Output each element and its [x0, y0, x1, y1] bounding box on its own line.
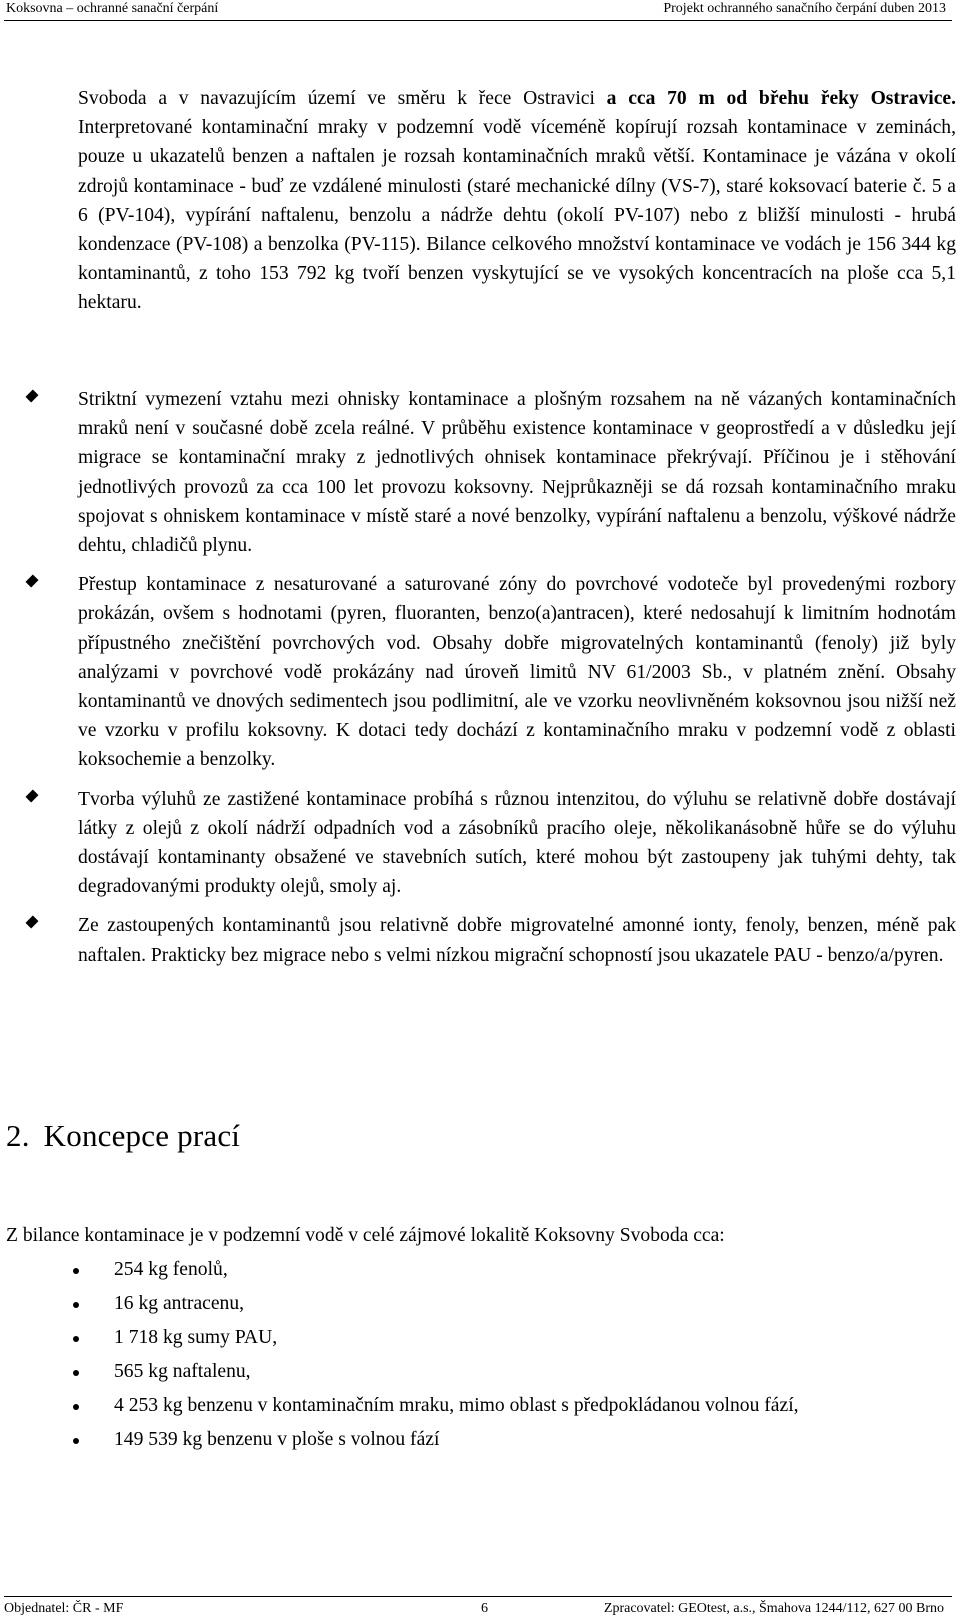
section-intro: Z bilance kontaminace je v podzemní vodě v celé zájmové lokalitě Koksovny Svoboda cca: [6, 1225, 725, 1246]
bullet-item [0, 911, 960, 969]
dot-bullet-icon [73, 1370, 79, 1376]
bullet-text: Ze zastoupených kontaminantů jsou relativně dobře migrovatelné amonné ionty, fenoly, benzen, méně pak naftalen. Prakticky bez migrace nebo s velmi nízkou migrační schopností jsou ukazatele PAU - benzo/a/pyren. [78, 915, 956, 966]
header-left-text: Koksovna – ochranné sanační čerpání [6, 1, 219, 16]
dot-bullet-icon [73, 1268, 79, 1274]
page-number: 6 [481, 1601, 488, 1616]
list-item [0, 1426, 960, 1454]
list-item [0, 1358, 960, 1386]
page-footer [0, 1596, 960, 1620]
bullet-item [0, 570, 960, 774]
footer-client: Objednatel: ČR - MF [4, 1601, 124, 1616]
bullet-text: Přestup kontaminace z nesaturované a saturované zóny do povrchové vodoteče byl provedenými rozbory prokázán, ovšem s hodnotami (pyren, fluoranten, benzo(a)antracen), které nedosahují k limitním hodnotám přípustného znečištění povrchových vod. Obsahy dobře migrovatelných kontaminantů (fenoly) již byly analýzami v povrchové vodě prokázány nad úroveň limitů NV 61/2003 Sb., v platném znění. Obsahy kontaminantů ve dnových sedimentech jsou podlimitní, ale ve vzorku neovlivněném koksovnou jsou nižší než ve vzorku v profilu koksovny. K dotaci tedy dochází z kontaminačního mraku v podzemní vodě z oblasti koksochemie a benzolky. [78, 574, 956, 771]
list-item [0, 1392, 960, 1420]
dot-bullet-icon [73, 1438, 79, 1444]
diamond-bullet-icon [25, 389, 38, 402]
footer-contractor: Zpracovatel: GEOtest, a.s., Šmahova 1244/112, 627 00 Brno [603, 1601, 944, 1616]
contaminant-list [0, 1256, 960, 1460]
list-item [0, 1290, 960, 1318]
list-item-text: 254 kg fenolů, [114, 1259, 228, 1280]
bullet-item [0, 385, 960, 560]
list-item-text: 565 kg naftalenu, [114, 1361, 251, 1382]
bullet-text: Tvorba výluhů ze zastižené kontaminace probíhá s různou intenzitou, do výluhu se relativně dobře dostávají látky z olejů z okolí nádrží odpadních vod a zásobníků pracího oleje, několikanásobně hůře se do výluhu dostávají kontaminanty obsažené ve stavebních sutích, které mohou být zastoupeny jak tuhými dehty, tak degradovanými produkty olejů, smoly aj. [78, 788, 956, 898]
diamond-bullet-icon [25, 916, 38, 929]
list-item [0, 1256, 960, 1284]
intro-paragraph [78, 84, 956, 318]
footer-rule [4, 1596, 952, 1597]
section-heading [6, 1118, 240, 1154]
list-item-text: 4 253 kg benzenu v kontaminačním mraku, mimo oblast s předpokládanou volnou fází, [114, 1395, 799, 1416]
list-item [0, 1324, 960, 1352]
intro-text-1: Svoboda a v navazujícím území ve směru k řece Ostravici [78, 88, 607, 109]
bullet-list [0, 385, 960, 980]
intro-block [78, 84, 956, 318]
bullet-text: Striktní vymezení vztahu mezi ohnisky kontaminace a plošným rozsahem na ně vázaných kontaminačních mraků není v současné době zcela reálné. V průběhu existence kontaminace v geoprostředí a v důsledku její migrace se kontaminační mraky z jednotlivých ohnisek kontaminace překrývají. Příčinou je i stěhování jednotlivých provozů za cca 100 let provozu koksovny. Nejprůkazněji se dá rozsah kontaminačního mraku spojovat s ohniskem kontaminace v místě staré a nové benzolky, vypírání naftalenu a benzolu, výškové nádrže dehtu, chladičů plynu. [78, 389, 956, 557]
dot-bullet-icon [73, 1404, 79, 1410]
list-item-text: 1 718 kg sumy PAU, [114, 1327, 278, 1348]
list-item-text: 149 539 kg benzenu v ploše s volnou fází [114, 1429, 440, 1450]
header-right-text: Projekt ochranného sanačního čerpání duben 2013 [663, 1, 946, 16]
diamond-bullet-icon [25, 575, 38, 588]
list-item-text: 16 kg antracenu, [114, 1293, 245, 1314]
bullet-item [0, 785, 960, 902]
dot-bullet-icon [73, 1302, 79, 1308]
diamond-bullet-icon [25, 789, 38, 802]
header-rule [4, 20, 952, 21]
page-header [0, 0, 960, 22]
section-title: Koncepce prací [43, 1118, 241, 1153]
intro-text-bold: a cca 70 m od břehu řeky Ostravice. [606, 88, 956, 109]
dot-bullet-icon [73, 1336, 79, 1342]
intro-text-2: Interpretované kontaminační mraky v podzemní vodě víceméně kopírují rozsah kontaminace v zeminách, pouze u ukazatelů benzen a naftalen je rozsah kontaminačních mraků větší. Kontaminace je vázána v okolí zdrojů kontaminace - buď ze vzdálené minulosti (staré mechanické dílny (VS-7), staré koksovací baterie č. 5 a 6 (PV-104), vypírání naftalenu, benzolu a nádrže dehtu (okolí PV-107) nebo z bližší minulosti - hrubá kondenzace (PV-108) a benzolka (PV-115). Bilance celkového množství kontaminace ve vodách je 156 344 kg kontaminantů, z toho 153 792 kg tvoří benzen vyskytující se ve vysokých koncentracích na ploše cca 5,1 hektaru. [78, 117, 956, 314]
section-number: 2. [6, 1118, 30, 1153]
